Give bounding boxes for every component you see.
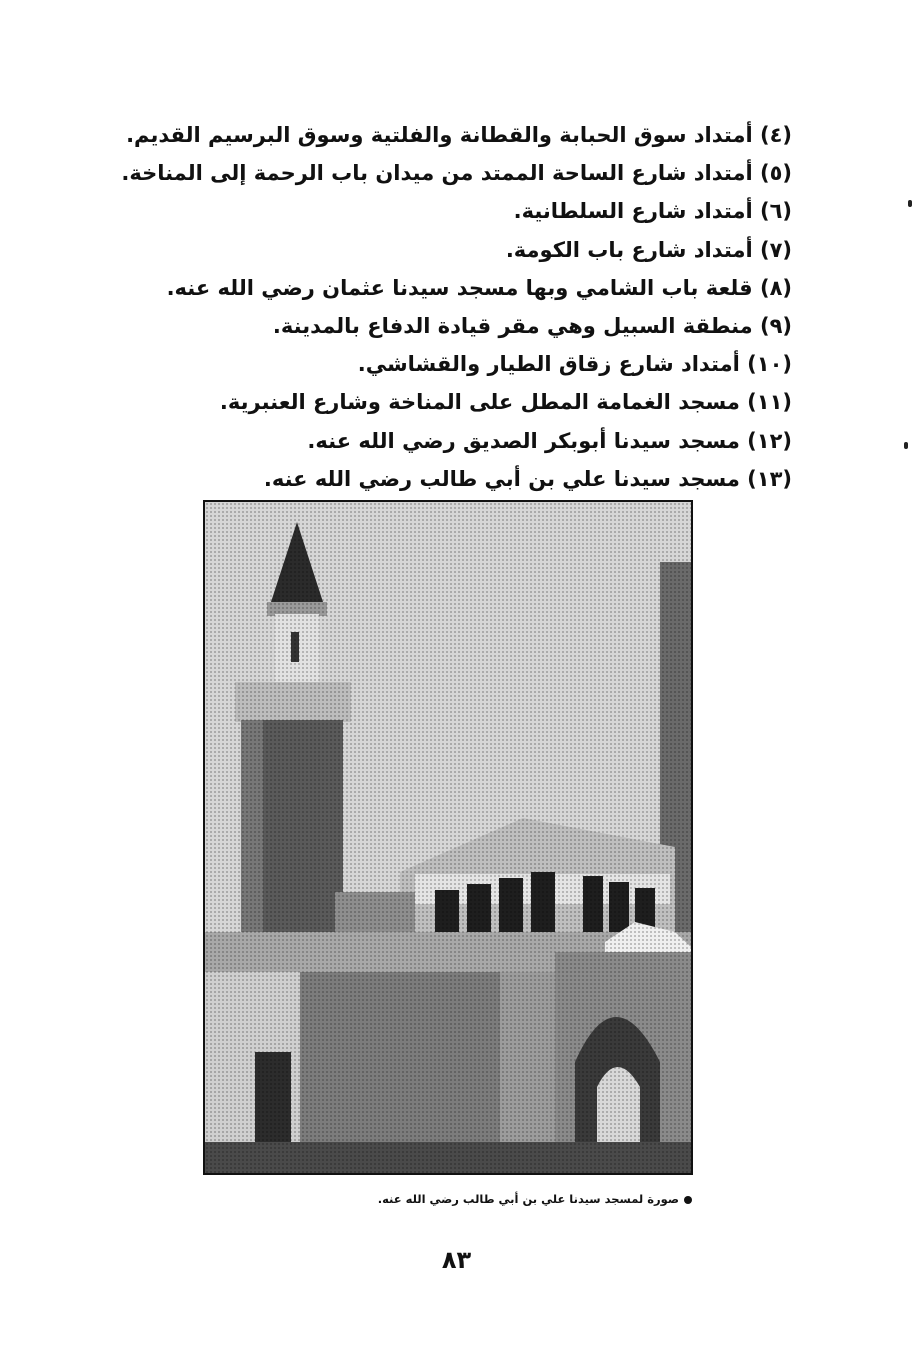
list-item: (١٣) مسجد سيدنا علي بن أبي طالب رضي الله عنه. bbox=[263, 466, 792, 491]
mosque-illustration bbox=[205, 502, 691, 1173]
list-item: (١١) مسجد الغمامة المطل على المناخة وشارع العنبرية. bbox=[219, 390, 792, 415]
page-number: ٨٣ bbox=[441, 1246, 472, 1274]
list-item: (٨) قلعة باب الشامي وبها مسجد سيدنا عثمان رضي الله عنه. bbox=[166, 275, 792, 300]
list-item: (١٢) مسجد سيدنا أبوبكر الصديق رضي الله عنه. bbox=[307, 428, 792, 453]
photo-caption bbox=[300, 1192, 692, 1206]
list-item: (٩) منطقة السبيل وهي مقر قيادة الدفاع بالمدينة. bbox=[272, 313, 792, 338]
list-item: (٥) أمتداد شارع الساحة الممتد من ميدان باب الرحمة إلى المناخة. bbox=[121, 161, 792, 186]
list-item: (١٠) أمتداد شارع زقاق الطيار والقشاشي. bbox=[357, 352, 792, 377]
numbered-list bbox=[121, 116, 792, 498]
list-item: (٦) أمتداد شارع السلطانية. bbox=[513, 199, 792, 224]
bullet-icon bbox=[684, 1196, 692, 1204]
scan-speck bbox=[904, 442, 908, 449]
scan-speck bbox=[908, 200, 912, 207]
list-item: (٤) أمتداد سوق الحبابة والقطانة والفلتية وسوق البرسيم القديم. bbox=[126, 123, 792, 147]
list-item: (٧) أمتداد شارع باب الكومة. bbox=[505, 237, 792, 262]
caption-text: صورة لمسجد سيدنا علي بن أبي طالب رضي الله عنه. bbox=[377, 1192, 679, 1206]
mosque-photo bbox=[203, 500, 693, 1175]
